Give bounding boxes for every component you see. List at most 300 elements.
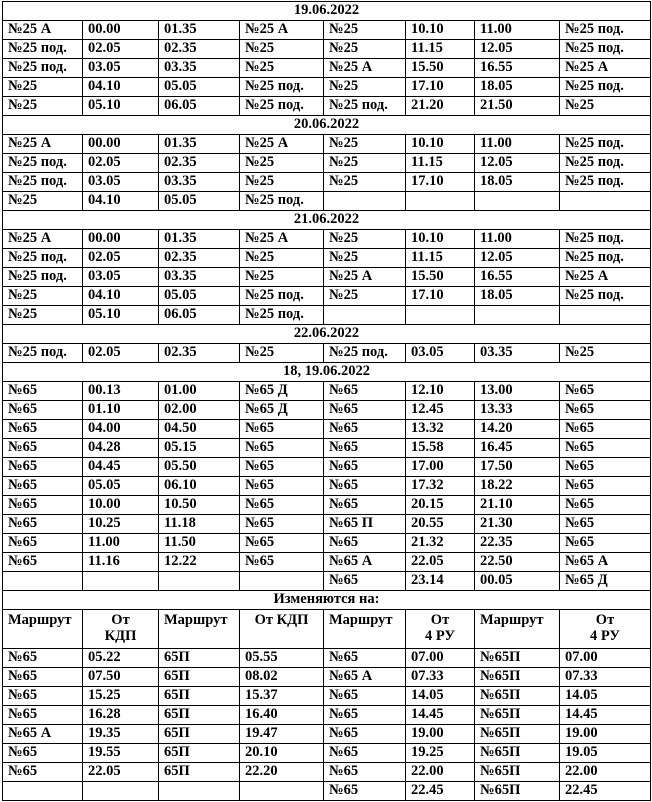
table-cell: №25 под. [3,59,83,78]
table-cell: 19.55 [83,744,159,763]
table-cell: 05.15 [159,439,240,458]
table-cell: №25 [560,344,651,363]
table-cell: №65 [560,420,651,439]
table-cell: №65 [3,496,83,515]
table-cell: 17.50 [475,458,560,477]
table-cell: 65П [159,725,240,744]
changes-column-headers [3,610,651,649]
table-cell [475,192,560,211]
table-cell: 14.05 [560,687,651,706]
table-cell: 11.00 [475,230,560,249]
table-row [3,725,651,744]
table-cell: 11.15 [406,249,475,268]
table-cell: 16.40 [240,706,324,725]
table-cell: №65 [560,439,651,458]
table-cell: 02.35 [159,249,240,268]
table-cell: №65 [560,382,651,401]
table-cell: 11.50 [159,534,240,553]
table-cell: №65 [240,553,324,572]
table-cell: 06.10 [159,477,240,496]
table-cell: 10.10 [406,21,475,40]
table-cell [3,572,83,591]
table-cell: №65 [3,382,83,401]
table-cell: №25 [240,268,324,287]
table-cell: 22.20 [240,763,324,782]
column-header: Маршрут [475,610,560,649]
section-title: 22.06.2022 [3,325,651,344]
table-cell: 22.35 [475,534,560,553]
table-cell: №65 [560,458,651,477]
table-row [3,249,651,268]
table-cell: №65П [475,725,560,744]
table-cell: 21.10 [475,496,560,515]
table-cell: №25 под. [240,97,324,116]
table-cell: №65П [475,668,560,687]
table-cell: №65 [324,763,406,782]
table-cell: №25 [3,78,83,97]
table-cell: 02.35 [159,40,240,59]
table-cell: 11.18 [159,515,240,534]
table-cell: 03.35 [475,344,560,363]
table-cell: №25 [324,230,406,249]
table-cell: 65П [159,649,240,668]
column-header: Маршрут [3,610,83,649]
table-cell [560,306,651,325]
table-row [3,306,651,325]
table-row [3,706,651,725]
table-row [3,744,651,763]
table-row [3,192,651,211]
table-row [3,268,651,287]
table-cell: №65 [324,477,406,496]
table-cell: №25 [240,59,324,78]
table-row [3,344,651,363]
table-cell: №25 [3,97,83,116]
column-header: От 4 РУ [560,610,651,649]
date-header-row [3,211,651,230]
table-cell: №25 А [324,59,406,78]
table-cell: 22.00 [406,763,475,782]
table-cell: №25 [3,287,83,306]
table-cell: №65 [3,763,83,782]
table-cell: №65 [3,649,83,668]
date-header-row [3,2,651,21]
table-cell: 03.05 [83,268,159,287]
table-cell: 22.00 [560,763,651,782]
table-row [3,97,651,116]
table-cell: 12.05 [475,249,560,268]
table-cell: 03.05 [406,344,475,363]
table-cell: №25 под. [324,344,406,363]
table-cell: №65 [3,553,83,572]
table-cell: №25 А [3,21,83,40]
table-cell [240,782,324,801]
table-cell: 16.28 [83,706,159,725]
table-cell [83,572,159,591]
table-cell: 03.35 [159,59,240,78]
table-cell: №25 под. [560,21,651,40]
table-cell: №25 под. [240,78,324,97]
table-cell: 00.00 [83,21,159,40]
table-cell: №25 [240,249,324,268]
table-cell: 02.35 [159,344,240,363]
table-row [3,687,651,706]
table-cell: №65 [3,668,83,687]
table-cell: №25 под. [560,78,651,97]
table-cell: №65 [560,515,651,534]
table-cell: №65 [240,458,324,477]
table-cell: 12.45 [406,401,475,420]
table-row [3,173,651,192]
table-cell: 11.00 [475,135,560,154]
table-cell: №65 [324,382,406,401]
table-cell: 19.00 [560,725,651,744]
table-cell: №25 под. [3,40,83,59]
table-cell: №25 [240,154,324,173]
table-cell: №65 [324,420,406,439]
table-row [3,782,651,801]
table-cell: №25 [3,306,83,325]
table-cell: 16.55 [475,59,560,78]
table-cell: №65 Д [560,572,651,591]
table-cell: №25 А [324,268,406,287]
section-title: 20.06.2022 [3,116,651,135]
table-cell: №65 [3,420,83,439]
table-cell: 02.05 [83,40,159,59]
table-cell: №25 под. [560,287,651,306]
table-cell: 13.32 [406,420,475,439]
table-cell: №65 [3,744,83,763]
table-cell: 00.13 [83,382,159,401]
table-row [3,477,651,496]
table-cell: №25 под. [560,230,651,249]
table-cell: №25 под. [560,40,651,59]
table-row [3,401,651,420]
table-cell: 18.05 [475,78,560,97]
table-cell: 05.05 [159,192,240,211]
table-cell: 21.50 [475,97,560,116]
table-cell: №25 под. [560,154,651,173]
table-cell: 21.20 [406,97,475,116]
table-cell [324,306,406,325]
table-cell: 06.05 [159,306,240,325]
table-cell: №65 [3,706,83,725]
table-cell: №65 [3,477,83,496]
table-cell: №25 под. [324,97,406,116]
table-cell: №25 [324,21,406,40]
table-cell: 05.05 [159,287,240,306]
table-cell: №65 Д [240,382,324,401]
table-cell: 02.05 [83,249,159,268]
table-cell: 11.15 [406,154,475,173]
table-cell: №65 [240,496,324,515]
table-cell: 06.05 [159,97,240,116]
table-cell: №65П [475,706,560,725]
column-header: От КДП [83,610,159,649]
section-title: 19.06.2022 [3,2,651,21]
table-cell: 20.10 [240,744,324,763]
table-cell: №65 [240,477,324,496]
table-cell [240,572,324,591]
table-cell: 14.45 [406,706,475,725]
table-cell: 21.30 [475,515,560,534]
table-cell: 15.37 [240,687,324,706]
table-cell: №65 А [324,668,406,687]
table-cell: 17.00 [406,458,475,477]
table-row [3,668,651,687]
table-cell: 05.05 [83,477,159,496]
table-cell: 18.22 [475,477,560,496]
table-cell: 14.05 [406,687,475,706]
table-cell: 05.05 [159,78,240,97]
table-cell: 15.50 [406,268,475,287]
table-cell: №65 [324,572,406,591]
table-cell: 10.00 [83,496,159,515]
table-cell: 11.16 [83,553,159,572]
table-cell: 10.10 [406,230,475,249]
table-cell: 04.28 [83,439,159,458]
table-cell: 14.20 [475,420,560,439]
table-cell: №25 под. [560,173,651,192]
table-cell: №25 А [240,21,324,40]
table-cell: 17.32 [406,477,475,496]
table-cell: №65П [475,687,560,706]
table-cell: №65 [324,706,406,725]
table-cell: 65П [159,763,240,782]
table-row [3,553,651,572]
table-cell: 16.55 [475,268,560,287]
table-cell: 01.35 [159,21,240,40]
schedule-body [3,2,651,801]
table-cell: 65П [159,744,240,763]
table-cell: 04.10 [83,192,159,211]
table-row [3,382,651,401]
table-row [3,534,651,553]
table-cell: №65 [3,687,83,706]
table-cell: №65 [324,439,406,458]
table-cell: №25 [240,40,324,59]
table-cell: №65 [324,725,406,744]
table-cell: №25 А [560,268,651,287]
table-cell: №25 [324,154,406,173]
table-cell: 22.45 [406,782,475,801]
table-row [3,154,651,173]
table-cell: №25 под. [3,268,83,287]
table-cell: 21.32 [406,534,475,553]
table-cell: 12.10 [406,382,475,401]
table-cell: №65 [324,687,406,706]
table-cell: №65П [475,649,560,668]
table-cell: №65 [3,515,83,534]
table-cell: 20.55 [406,515,475,534]
table-cell: 04.10 [83,287,159,306]
table-cell: №25 [240,173,324,192]
table-cell: 22.50 [475,553,560,572]
table-cell: 19.05 [560,744,651,763]
table-cell [83,782,159,801]
table-cell: 19.47 [240,725,324,744]
section-title: 21.06.2022 [3,211,651,230]
table-cell: №65П [475,782,560,801]
table-cell: №65 [324,458,406,477]
schedule-table [2,1,651,801]
table-cell: 00.05 [475,572,560,591]
table-cell: №25 под. [560,135,651,154]
table-cell: №25 [560,97,651,116]
table-cell: №25 [324,40,406,59]
table-cell: 19.00 [406,725,475,744]
table-cell: №25 [3,192,83,211]
section-title: Изменяются на: [3,591,651,610]
table-cell: №25 под. [3,344,83,363]
table-cell: 01.35 [159,135,240,154]
table-cell: 22.05 [83,763,159,782]
table-cell: №25 [240,344,324,363]
column-header: Маршрут [324,610,406,649]
table-cell: 05.22 [83,649,159,668]
table-cell: 02.35 [159,154,240,173]
date-header-row [3,325,651,344]
table-cell [406,306,475,325]
table-cell: №25 под. [3,154,83,173]
table-cell: 15.58 [406,439,475,458]
table-cell: №65 [324,649,406,668]
table-cell: №65 [240,439,324,458]
table-cell [406,192,475,211]
table-cell: 03.05 [83,59,159,78]
table-cell: 65П [159,687,240,706]
table-cell: 04.00 [83,420,159,439]
date-header-row [3,116,651,135]
table-cell: 18.05 [475,173,560,192]
table-cell: 03.05 [83,173,159,192]
table-cell: №25 А [240,230,324,249]
table-cell: №25 [324,287,406,306]
table-cell: 15.50 [406,59,475,78]
table-cell: №25 А [560,59,651,78]
table-cell: 13.00 [475,382,560,401]
table-cell: №25 под. [3,173,83,192]
column-header: Маршрут [159,610,240,649]
table-cell: 01.10 [83,401,159,420]
table-cell: №65 [560,477,651,496]
table-cell: №65 [324,534,406,553]
table-cell: 04.10 [83,78,159,97]
table-row [3,78,651,97]
table-cell: 19.25 [406,744,475,763]
table-cell: 07.33 [406,668,475,687]
table-cell: 10.50 [159,496,240,515]
table-cell: №65 [324,496,406,515]
table-cell [159,782,240,801]
table-row [3,40,651,59]
table-cell: №65 А [560,553,651,572]
table-cell: 17.10 [406,78,475,97]
table-cell: 12.22 [159,553,240,572]
table-cell: №65 П [324,515,406,534]
table-cell: №25 [324,78,406,97]
table-cell: №65 [3,534,83,553]
table-cell: 05.10 [83,97,159,116]
table-cell: 03.35 [159,268,240,287]
table-cell: №25 под. [240,192,324,211]
table-cell: 22.45 [560,782,651,801]
table-cell: 10.25 [83,515,159,534]
table-cell: 14.45 [560,706,651,725]
table-row [3,763,651,782]
table-cell: №65П [475,763,560,782]
table-row [3,515,651,534]
table-row [3,458,651,477]
table-cell: 02.05 [83,344,159,363]
table-cell: 02.00 [159,401,240,420]
table-cell: 17.10 [406,173,475,192]
table-cell: 65П [159,706,240,725]
table-cell: №25 А [3,230,83,249]
table-cell: 07.00 [406,649,475,668]
date-header-row [3,363,651,382]
table-cell: 07.33 [560,668,651,687]
table-cell: 10.10 [406,135,475,154]
table-cell: №65 [3,458,83,477]
table-cell: №65 [240,515,324,534]
table-cell [159,572,240,591]
table-cell: 03.35 [159,173,240,192]
table-cell: №25 под. [560,249,651,268]
table-cell: 05.55 [240,649,324,668]
table-cell: №25 под. [3,249,83,268]
table-cell: 13.33 [475,401,560,420]
table-row [3,59,651,78]
table-row [3,649,651,668]
table-cell: №65 [3,439,83,458]
table-cell: №25 под. [240,287,324,306]
table-row [3,21,651,40]
table-cell: 15.25 [83,687,159,706]
table-cell: 11.15 [406,40,475,59]
table-cell: №65 [324,401,406,420]
table-cell: №65 А [3,725,83,744]
table-cell: №25 [324,173,406,192]
table-cell: 12.05 [475,40,560,59]
changes-title-row [3,591,651,610]
table-cell: №65 [240,534,324,553]
table-cell [475,306,560,325]
table-cell: 00.00 [83,230,159,249]
table-cell: №25 А [3,135,83,154]
table-cell: 23.14 [406,572,475,591]
section-title: 18, 19.06.2022 [3,363,651,382]
table-row [3,439,651,458]
table-row [3,420,651,439]
table-cell: №65П [475,744,560,763]
table-cell: 04.45 [83,458,159,477]
table-cell: №65 [324,744,406,763]
table-cell: №25 [324,249,406,268]
table-row [3,230,651,249]
table-cell [324,192,406,211]
table-cell: №65 [560,496,651,515]
table-cell: 65П [159,668,240,687]
table-cell: №65 Д [240,401,324,420]
table-cell: №65 [560,534,651,553]
table-cell: 16.45 [475,439,560,458]
table-cell: 11.00 [475,21,560,40]
table-cell: №25 под. [240,306,324,325]
column-header: От КДП [240,610,324,649]
table-cell: №25 [324,135,406,154]
table-cell: 20.15 [406,496,475,515]
